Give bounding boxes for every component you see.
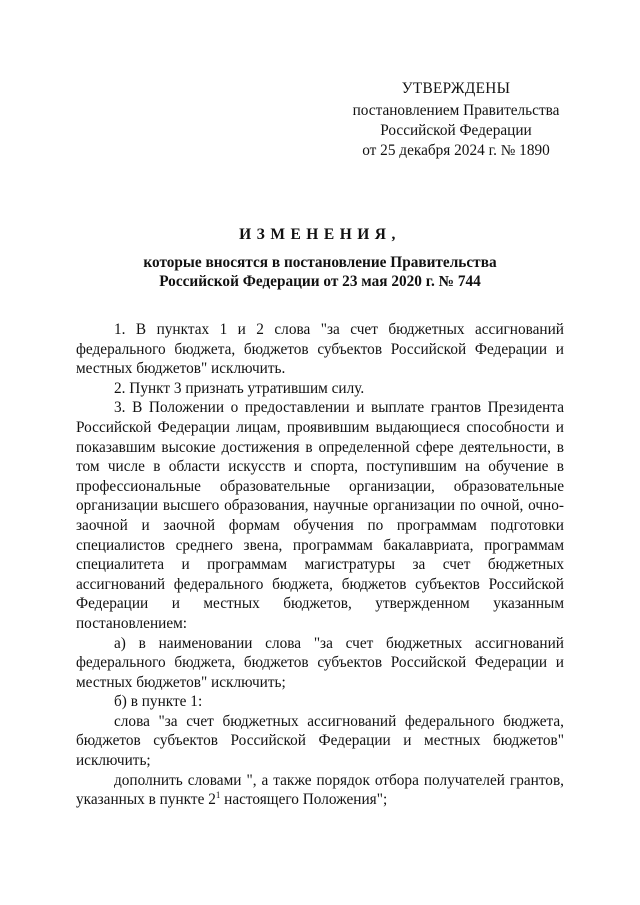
paragraph-1: 1. В пунктах 1 и 2 слова "за счет бюджетных ассигнований федерального бюджета, бюджетов субъектов Российской Федерации и местных бюджетов" исключить.: [76, 321, 564, 378]
paragraph-3b: б) в пункте 1:: [114, 693, 203, 711]
paragraph-3: 3. В Положении о предоставлении и выплате грантов Президента Российской Федерации лицам, проявившим выдающиеся способности и показавшим высокие достижения в определенной сфере деятельности, в том числе в области искусств и спорта, поступившим на обучение в профессиональные образовательные организации, образовательные организации высшего образования, научные организации по очной, очно-заочной и заочной формам обучения по программам подготовки специалистов среднего звена, программам бакалавриата, программам специалитета и программам магистратуры за счет бюджетных ассигнований федерального бюджета, бюджетов субъектов Российской Федерации и местных бюджетов, утвержденном указанным постановлением:: [76, 399, 564, 632]
paragraph-3b-words: слова "за счет бюджетных ассигнований федерального бюджета, бюджетов субъектов Российской Федерации и местных бюджетов" исключить;: [76, 712, 564, 770]
document-title: [60, 225, 580, 291]
supplement-superscript: 1: [215, 790, 221, 801]
paragraph-3a: а) в наименовании слова "за счет бюджетных ассигнований федерального бюджета, бюджетов субъектов Российской Федерации и местных бюджетов" исключить;: [76, 634, 564, 691]
paragraph-3b-supplement: [76, 771, 564, 810]
title-subtitle-line1: которые вносятся в постановление Правительства: [143, 254, 497, 271]
title-subtitle-line2: Российской Федерации от 23 мая 2020 г. № 744: [159, 273, 481, 290]
supplement-text-before: дополнить словами ", а также порядок отбора получателей грантов, указанных в пункте 2: [76, 771, 564, 809]
paragraph-2: 2. Пункт 3 признать утратившим силу.: [114, 379, 365, 397]
title-heading: ИЗМЕНЕНИЯ,: [239, 226, 401, 243]
approval-line-date: от 25 декабря 2024 г. № 1890: [362, 142, 550, 159]
document-body: [76, 320, 564, 810]
approval-line-resolution: постановлением Правительства: [352, 102, 560, 119]
approval-stamp: [340, 79, 572, 161]
approval-heading: УТВЕРЖДЕНЫ: [401, 80, 511, 97]
supplement-text-after: настоящего Положения";: [220, 791, 388, 809]
approval-line-government: Российской Федерации: [380, 122, 532, 139]
